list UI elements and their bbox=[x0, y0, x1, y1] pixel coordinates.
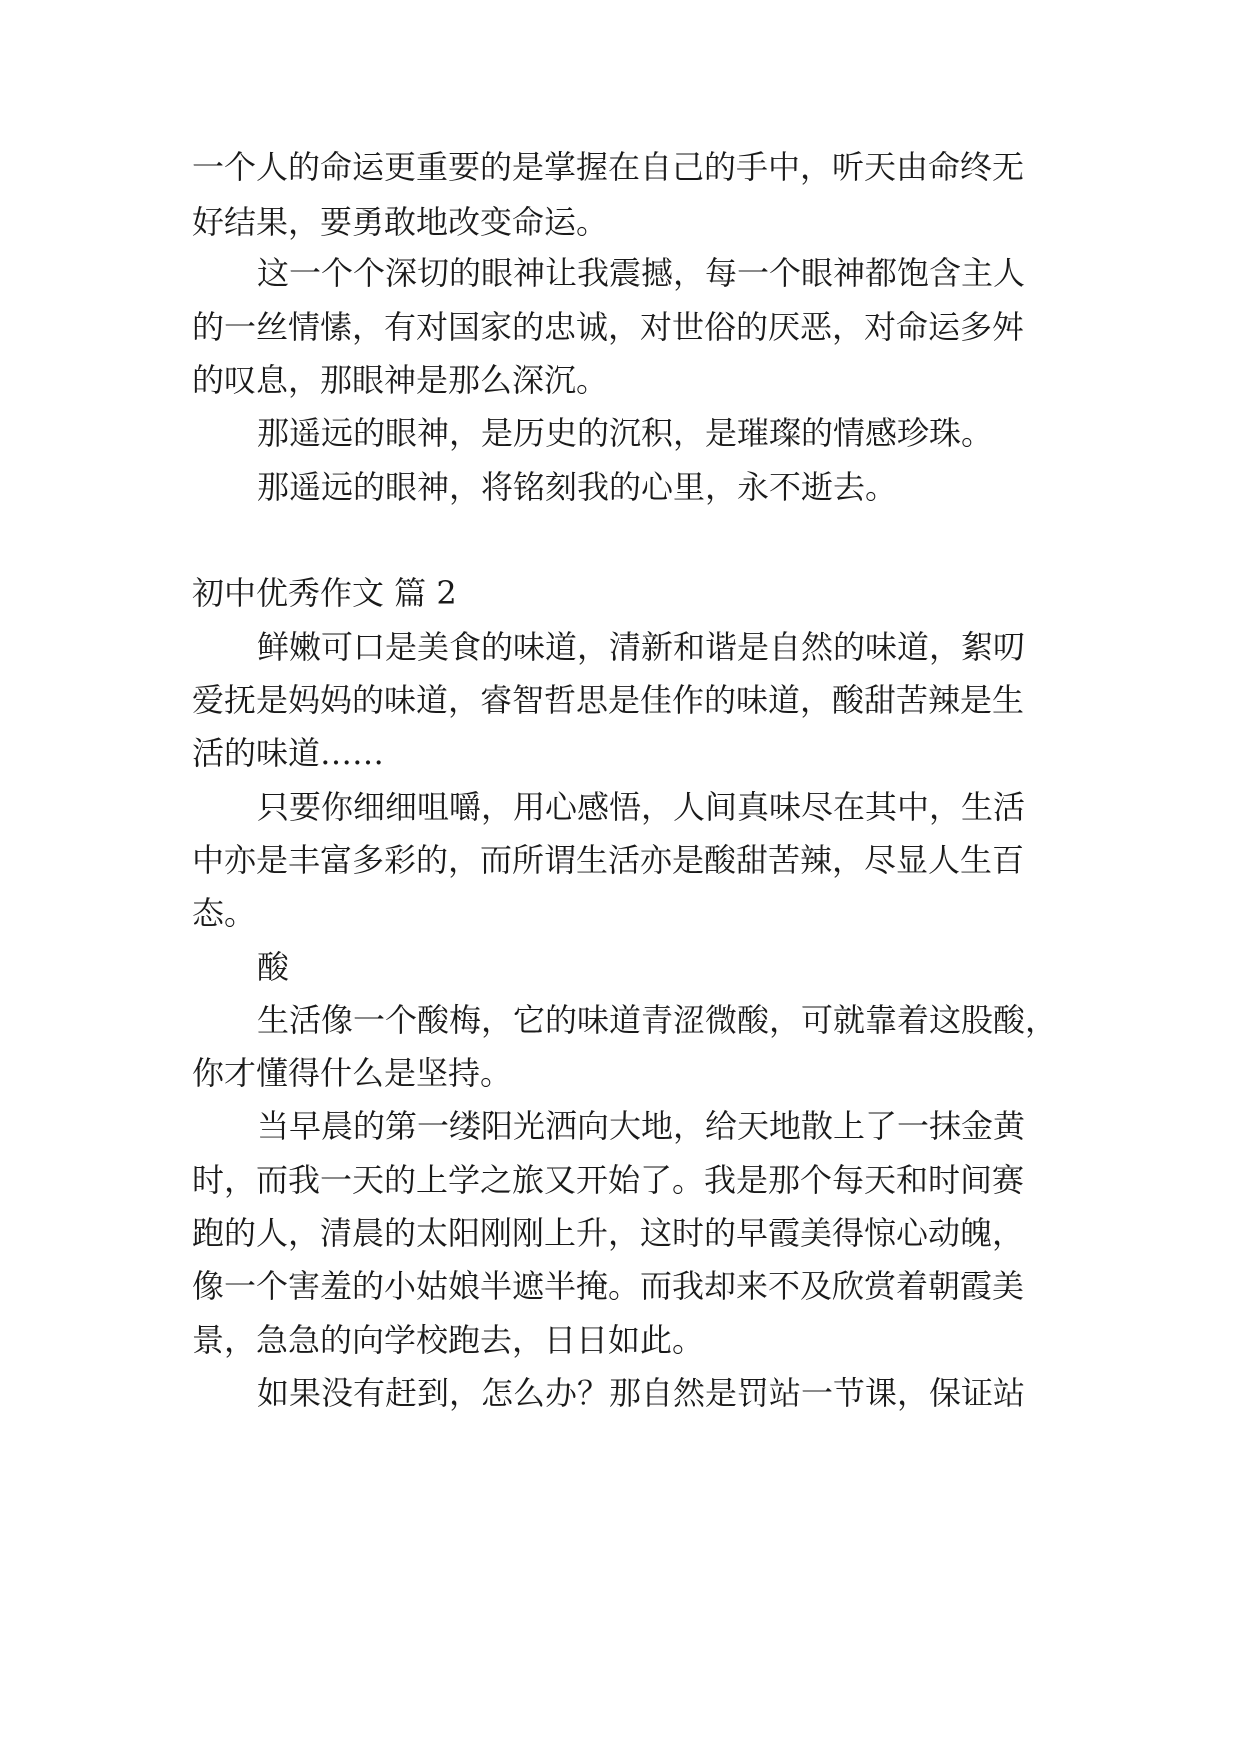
paragraph-line: 那遥远的眼神，是历史的沉积，是璀璨的情感珍珠。 bbox=[257, 414, 994, 452]
paragraph-line: 好结果，要勇敢地改变命运。 bbox=[192, 203, 609, 241]
paragraph-line: 时，而我一天的上学之旅又开始了。我是那个每天和时间赛 bbox=[192, 1161, 1025, 1199]
paragraph-line: 的一丝情愫，有对国家的忠诚，对世俗的厌恶，对命运多舛 bbox=[192, 308, 1025, 346]
paragraph-line: 态。 bbox=[192, 894, 257, 932]
paragraph-line: 只要你细细咀嚼，用心感悟，人间真味尽在其中，生活 bbox=[257, 788, 1026, 826]
section-heading: 初中优秀作文 篇 2 bbox=[192, 574, 457, 612]
paragraph-line: 这一个个深切的眼神让我震撼，每一个眼神都饱含主人 bbox=[257, 254, 1026, 292]
paragraph-line: 跑的人，清晨的太阳刚刚上升，这时的早霞美得惊心动魄， bbox=[192, 1214, 1025, 1252]
paragraph-line: 生活像一个酸梅，它的味道青涩微酸，可就靠着这股酸， bbox=[257, 1001, 1058, 1039]
paragraph-line: 景，急急的向学校跑去，日日如此。 bbox=[192, 1321, 705, 1359]
paragraph-line: 鲜嫩可口是美食的味道，清新和谐是自然的味道，絮叨 bbox=[257, 628, 1026, 666]
paragraph-line: 你才懂得什么是坚持。 bbox=[192, 1054, 513, 1092]
paragraph-line: 如果没有赶到，怎么办？那自然是罚站一节课，保证站 bbox=[257, 1374, 1026, 1412]
paragraph-line: 一个人的命运更重要的是掌握在自己的手中，听天由命终无 bbox=[192, 148, 1025, 186]
paragraph-line: 中亦是丰富多彩的，而所谓生活亦是酸甜苦辣，尽显人生百 bbox=[192, 841, 1025, 879]
subheading: 酸 bbox=[257, 948, 290, 986]
paragraph-line: 的叹息，那眼神是那么深沉。 bbox=[192, 361, 609, 399]
paragraph-line: 那遥远的眼神，将铭刻我的心里，永不逝去。 bbox=[257, 468, 898, 506]
paragraph-line: 当早晨的第一缕阳光洒向大地，给天地散上了一抹金黄 bbox=[257, 1107, 1026, 1145]
paragraph-line: 像一个害羞的小姑娘半遮半掩。而我却来不及欣赏着朝霞美 bbox=[192, 1267, 1025, 1305]
paragraph-line: 活的味道…… bbox=[192, 734, 385, 772]
paragraph-line: 爱抚是妈妈的味道，睿智哲思是佳作的味道，酸甜苦辣是生 bbox=[192, 681, 1025, 719]
